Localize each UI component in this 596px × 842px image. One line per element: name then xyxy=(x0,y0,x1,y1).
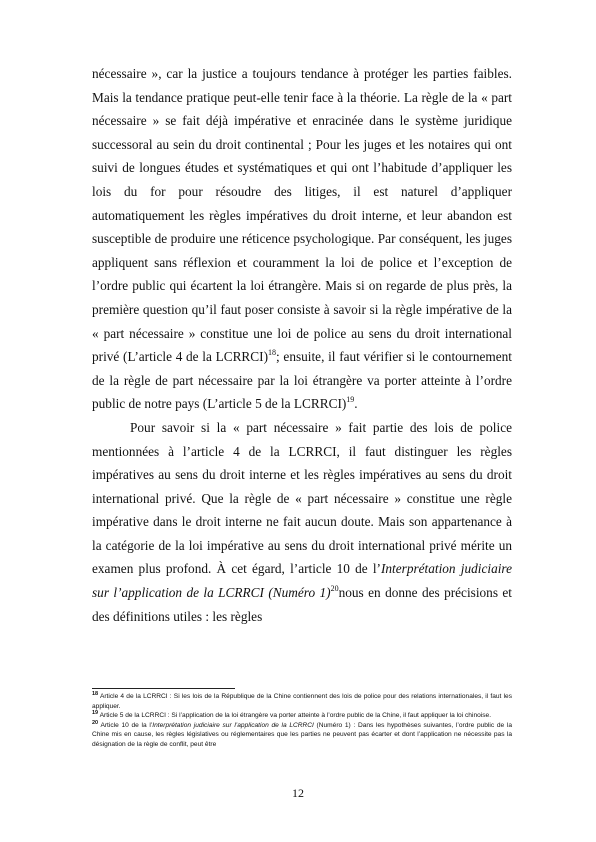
footnotes xyxy=(92,692,512,750)
footnote-ref-18[interactable]: 18 xyxy=(268,348,277,358)
paragraph-1-text-a: nécessaire », car la justice a toujours tendance à protéger les parties faibles. Mais la tendance pratique peut-elle tenir face à la théorie. La règle de la « part nécessaire » se fait déjà impérative et enracinée dans le système juridique successoral au sein du droit continental ; Pour les juges et les notaires qui ont suivi de longues études et systématiques et qui ont l’habitude d’appliquer les lois du for pour résoudre des litiges, il est naturel d’appliquer automatiquement les règles impératives du droit interne, et leur abandon est susceptible de produire une réticence psychologique. Par conséquent, les juges appliquent sans réflexion et couramment la loi de police et l’exception de l’ordre public qui écartent la loi étrangère. Mais si on regarde de plus près, la première question qu’il faut poser consiste à savoir si la règle impérative de la « part nécessaire » constitue une loi de police au sens du droit international privé (L’article 4 de la LCRRCI) xyxy=(92,66,512,365)
footnote-number: 20 xyxy=(92,719,99,726)
footnote-number: 19 xyxy=(92,710,99,717)
footnote-ref-20[interactable]: 20 xyxy=(330,584,339,594)
paragraph-1-text-c: . xyxy=(354,396,358,412)
footnote-19 xyxy=(92,711,512,721)
footnote-text: Article 4 de la LCRRCI : Si les lois de la République de la Chine contiennent des lois de police pour des relations internationales, il faut les appliquer. xyxy=(92,693,512,710)
paragraph-1-text-b: ; ensuite, il faut vérifier si le contournement de la règle de part nécessaire par la loi étrangère va porter atteinte à l’ordre public de notre pays (L’article 5 de la LCRRCI) xyxy=(92,349,512,412)
paragraph-1 xyxy=(92,62,512,416)
footnote-italic-title: Interprétation judiciaire sur l’application de la LCRRCI xyxy=(152,721,314,729)
paragraph-2-text-a: Pour savoir si la « part nécessaire » fait partie des lois de police mentionnées à l’article 4 de la LCRRCI, il faut distinguer les règles impératives au sens du droit interne et les règles impératives au sens du droit international privé. Que la règle de « part nécessaire » constitue une règle impérative dans le droit interne ne fait aucun doute. Mais son appartenance à la catégorie de la loi impérative au sens du droit international privé mérite un examen plus profond. À cet égard, l’article 10 de l’ xyxy=(92,419,512,577)
footnote-18 xyxy=(92,692,512,711)
paragraph-2-italic-title: Interprétation judiciaire sur l’application de la LCRRCI (Numéro 1) xyxy=(92,561,512,601)
footnote-number: 18 xyxy=(92,691,99,697)
footnote-text: Article 5 de la LCRRCI : Si l’application de la loi étrangère va porter atteinte à l’ordre public de la Chine, il faut appliquer la loi chinoise. xyxy=(99,712,492,720)
paragraph-2 xyxy=(92,416,512,628)
footnote-ref-19[interactable]: 19 xyxy=(346,395,355,405)
paragraph-2-text-b: nous en donne des précisions et des définitions utiles : les règles xyxy=(92,585,512,624)
page-number: 12 xyxy=(292,786,304,800)
footnote-text-prefix: Article 10 de la l’ xyxy=(100,721,153,729)
footnote-separator xyxy=(92,688,235,689)
footnote-text-suffix: (Numéro 1) : Dans les hypothèses suivantes, l’ordre public de la Chine mis en cause, les règles législatives ou réglementaires que les parties ne peuvent pas écarter et dont l’application ne nécessite pas la désignation de la règle de conflit, peut être xyxy=(92,721,513,748)
body-text xyxy=(92,62,512,628)
footnote-20 xyxy=(92,721,512,750)
